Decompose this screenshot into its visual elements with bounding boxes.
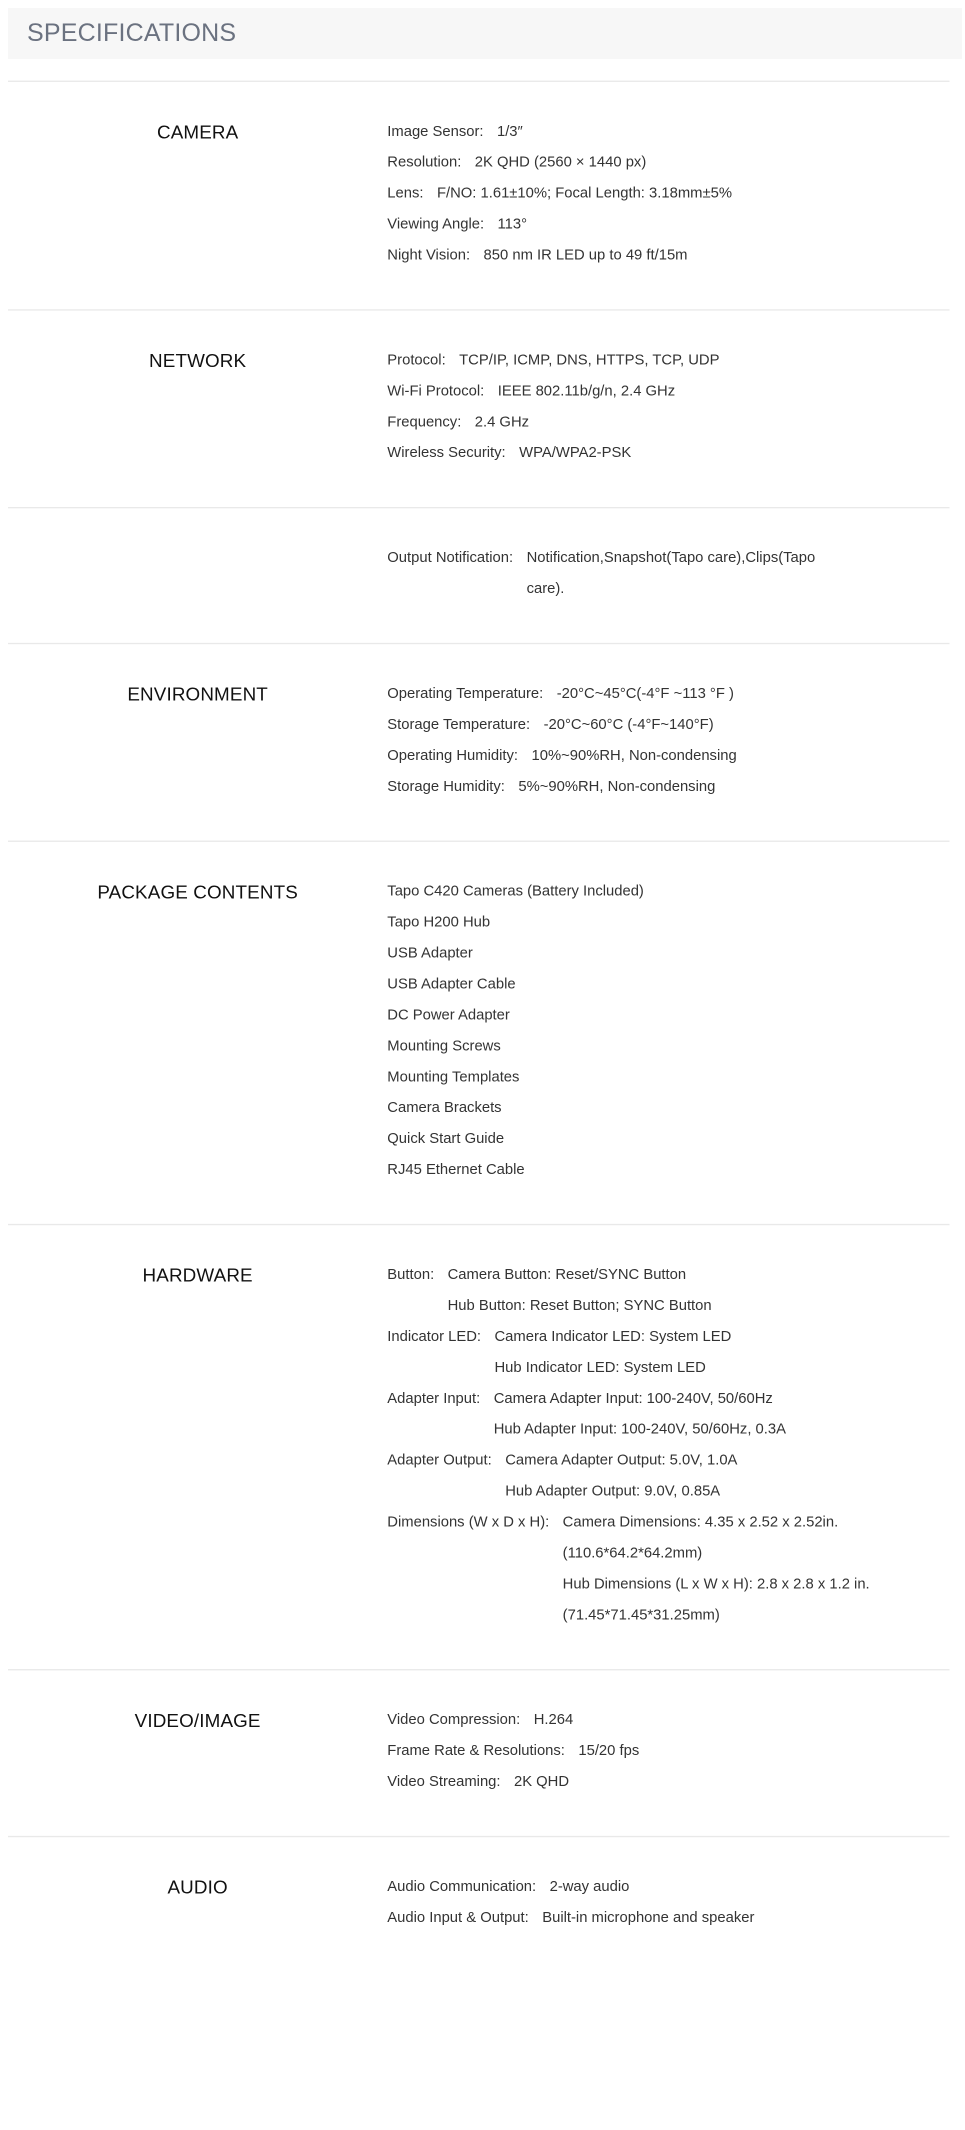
spec-value: Camera Adapter Output: 5.0V, 1.0A <box>505 1452 738 1469</box>
spec-row <box>387 1903 949 1934</box>
section-body <box>387 82 949 309</box>
spec-page <box>8 8 965 1972</box>
spec-value: Camera Button: Reset/SYNC Button <box>447 1266 687 1284</box>
package-item: USB Adapter <box>387 945 473 962</box>
spec-key: Video Streaming: <box>387 1773 501 1791</box>
spec-header <box>8 8 962 59</box>
spec-values <box>494 1384 786 1446</box>
section-label: NETWORK <box>149 349 247 372</box>
spec-key: Adapter Output: <box>387 1452 492 1469</box>
spec-section-video-image <box>8 1669 950 1836</box>
spec-row <box>387 543 949 605</box>
spec-values <box>531 741 736 772</box>
spec-key: Video Compression: <box>387 1712 521 1729</box>
spec-row <box>387 1322 949 1384</box>
spec-value: 2.4 GHz <box>474 414 530 431</box>
spec-values <box>505 1446 737 1508</box>
spec-value: Camera Indicator LED: System LED <box>494 1328 732 1345</box>
section-body <box>387 311 949 507</box>
spec-value: (71.45*71.45*31.25mm) <box>562 1607 720 1624</box>
spec-value: 2K QHD <box>513 1773 570 1791</box>
spec-value: Hub Dimensions (L x W x H): 2.8 x 2.8 x 1.2 in. <box>562 1576 870 1593</box>
spec-section-notification <box>8 507 950 643</box>
spec-row <box>387 1736 949 1767</box>
spec-section-audio <box>8 1836 950 1972</box>
spec-key: Wireless Security: <box>387 445 506 462</box>
spec-row <box>387 1446 949 1508</box>
section-label: CAMERA <box>156 120 239 143</box>
package-item: Mounting Templates <box>387 1069 520 1086</box>
section-body <box>387 508 949 643</box>
spec-row <box>387 1384 949 1446</box>
spec-values <box>557 679 734 710</box>
spec-key: Output Notification: <box>387 550 514 567</box>
spec-key: Button: <box>387 1266 435 1284</box>
spec-value: 10%~90%RH, Non-condensing <box>531 747 737 764</box>
spec-key: Frequency: <box>387 414 462 431</box>
spec-values <box>514 1767 569 1798</box>
spec-values <box>448 1260 712 1322</box>
spec-values <box>534 1705 573 1736</box>
spec-row <box>387 772 949 803</box>
spec-value: -20°C~45°C(-4°F ~113 °F ) <box>556 685 734 703</box>
spec-key: Image Sensor: <box>387 123 484 140</box>
section-label: PACKAGE CONTENTS <box>97 880 298 903</box>
spec-row <box>387 210 949 241</box>
spec-key: Viewing Angle: <box>387 216 485 233</box>
spec-values <box>578 1736 639 1767</box>
spec-values <box>437 179 732 210</box>
spec-values <box>475 148 646 179</box>
page-title: SPECIFICATIONS <box>27 19 237 48</box>
spec-values <box>527 543 816 605</box>
package-item: Mounting Screws <box>387 1038 501 1055</box>
spec-value: Hub Button: Reset Button; SYNC Button <box>447 1297 712 1314</box>
spec-value: 850 nm IR LED up to 49 ft/15m <box>483 247 688 264</box>
package-item: USB Adapter Cable <box>387 976 516 993</box>
spec-sections <box>8 81 965 1972</box>
spec-value: 15/20 fps <box>578 1743 640 1760</box>
spec-key: Indicator LED: <box>387 1328 482 1345</box>
spec-value: TCP/IP, ICMP, DNS, HTTPS, TCP, UDP <box>459 352 720 369</box>
section-label: VIDEO/IMAGE <box>134 1709 261 1731</box>
spec-value: Notification,Snapshot(Tapo care),Clips(Tapo <box>526 550 816 567</box>
section-label: HARDWARE <box>142 1264 253 1286</box>
section-label: AUDIO <box>167 1876 228 1898</box>
spec-key: Lens: <box>387 185 424 202</box>
spec-value: 113° <box>497 216 528 233</box>
spec-value: IEEE 802.11b/g/n, 2.4 GHz <box>497 383 676 400</box>
section-body <box>387 1225 949 1669</box>
spec-row <box>387 1767 949 1798</box>
spec-row <box>387 679 949 710</box>
section-label <box>8 508 387 643</box>
spec-row <box>387 1705 949 1736</box>
spec-key: Storage Humidity: <box>387 778 505 795</box>
spec-values <box>550 1872 630 1903</box>
spec-row <box>387 741 949 772</box>
spec-key: Protocol: <box>387 352 446 369</box>
spec-values <box>475 407 529 438</box>
spec-value: Camera Dimensions: 4.35 x 2.52 x 2.52in. <box>562 1514 839 1531</box>
spec-section-network <box>8 309 950 507</box>
spec-key: Resolution: <box>387 154 462 171</box>
package-item: Tapo H200 Hub <box>387 914 491 931</box>
spec-row <box>387 1260 949 1322</box>
spec-value: 2-way audio <box>549 1878 630 1896</box>
spec-value: Camera Adapter Input: 100-240V, 50/60Hz <box>493 1390 773 1407</box>
spec-key: Dimensions (W x D x H): <box>387 1514 550 1531</box>
spec-values <box>542 1903 754 1934</box>
spec-values <box>497 117 523 148</box>
spec-row <box>387 346 949 377</box>
spec-key: Operating Temperature: <box>387 685 544 703</box>
spec-values <box>498 377 675 408</box>
package-item: Quick Start Guide <box>387 1131 505 1148</box>
spec-value: F/NO: 1.61±10%; Focal Length: 3.18mm±5% <box>436 185 732 202</box>
spec-row <box>387 179 949 210</box>
spec-value: Hub Adapter Input: 100-240V, 50/60Hz, 0.3A <box>493 1421 786 1438</box>
section-body <box>387 1837 949 1972</box>
spec-value: Hub Adapter Output: 9.0V, 0.85A <box>505 1483 721 1500</box>
spec-value: Hub Indicator LED: System LED <box>494 1359 706 1376</box>
section-body <box>387 842 949 1224</box>
spec-key: Frame Rate & Resolutions: <box>387 1743 565 1760</box>
spec-value: -20°C~60°C (-4°F~140°F) <box>543 716 714 733</box>
spec-row <box>387 710 949 741</box>
spec-values <box>519 438 631 469</box>
spec-value: care). <box>526 580 565 598</box>
spec-row <box>387 438 949 469</box>
spec-row <box>387 1508 949 1632</box>
spec-key: Operating Humidity: <box>387 747 519 764</box>
spec-section-hardware <box>8 1224 950 1669</box>
package-item: Camera Brackets <box>387 1100 502 1117</box>
spec-key: Audio Communication: <box>387 1878 537 1896</box>
spec-row <box>387 377 949 408</box>
spec-values <box>498 210 528 241</box>
spec-values <box>518 772 715 803</box>
section-label: ENVIRONMENT <box>127 683 268 705</box>
spec-value: (110.6*64.2*64.2mm) <box>562 1545 703 1562</box>
spec-key: Wi-Fi Protocol: <box>387 383 485 400</box>
spec-value: Built-in microphone and speaker <box>542 1909 755 1926</box>
spec-key: Storage Temperature: <box>387 716 531 733</box>
spec-value: WPA/WPA2-PSK <box>519 445 632 462</box>
spec-value: H.264 <box>533 1712 574 1729</box>
spec-section-camera <box>8 81 950 310</box>
spec-section-package-contents <box>8 841 950 1224</box>
spec-row <box>387 148 949 179</box>
section-body <box>387 644 949 840</box>
spec-key: Night Vision: <box>387 247 471 264</box>
package-item: Tapo C420 Cameras (Battery Included) <box>387 883 644 900</box>
spec-values <box>563 1508 870 1632</box>
spec-row <box>387 1872 949 1903</box>
spec-row <box>387 241 949 272</box>
spec-values <box>544 710 714 741</box>
spec-row <box>387 407 949 438</box>
spec-values <box>484 241 688 272</box>
spec-row <box>387 117 949 148</box>
package-item: DC Power Adapter <box>387 1007 510 1024</box>
section-body <box>387 1670 949 1835</box>
spec-key: Adapter Input: <box>387 1390 481 1407</box>
package-item: RJ45 Ethernet Cable <box>387 1162 525 1179</box>
spec-value: 1/3″ <box>496 123 523 140</box>
spec-values <box>494 1322 731 1384</box>
spec-value: 2K QHD (2560 × 1440 px) <box>474 154 647 171</box>
spec-values <box>459 346 719 377</box>
spec-value: 5%~90%RH, Non-condensing <box>518 778 716 795</box>
spec-section-environment <box>8 643 950 841</box>
spec-key: Audio Input & Output: <box>387 1909 529 1926</box>
